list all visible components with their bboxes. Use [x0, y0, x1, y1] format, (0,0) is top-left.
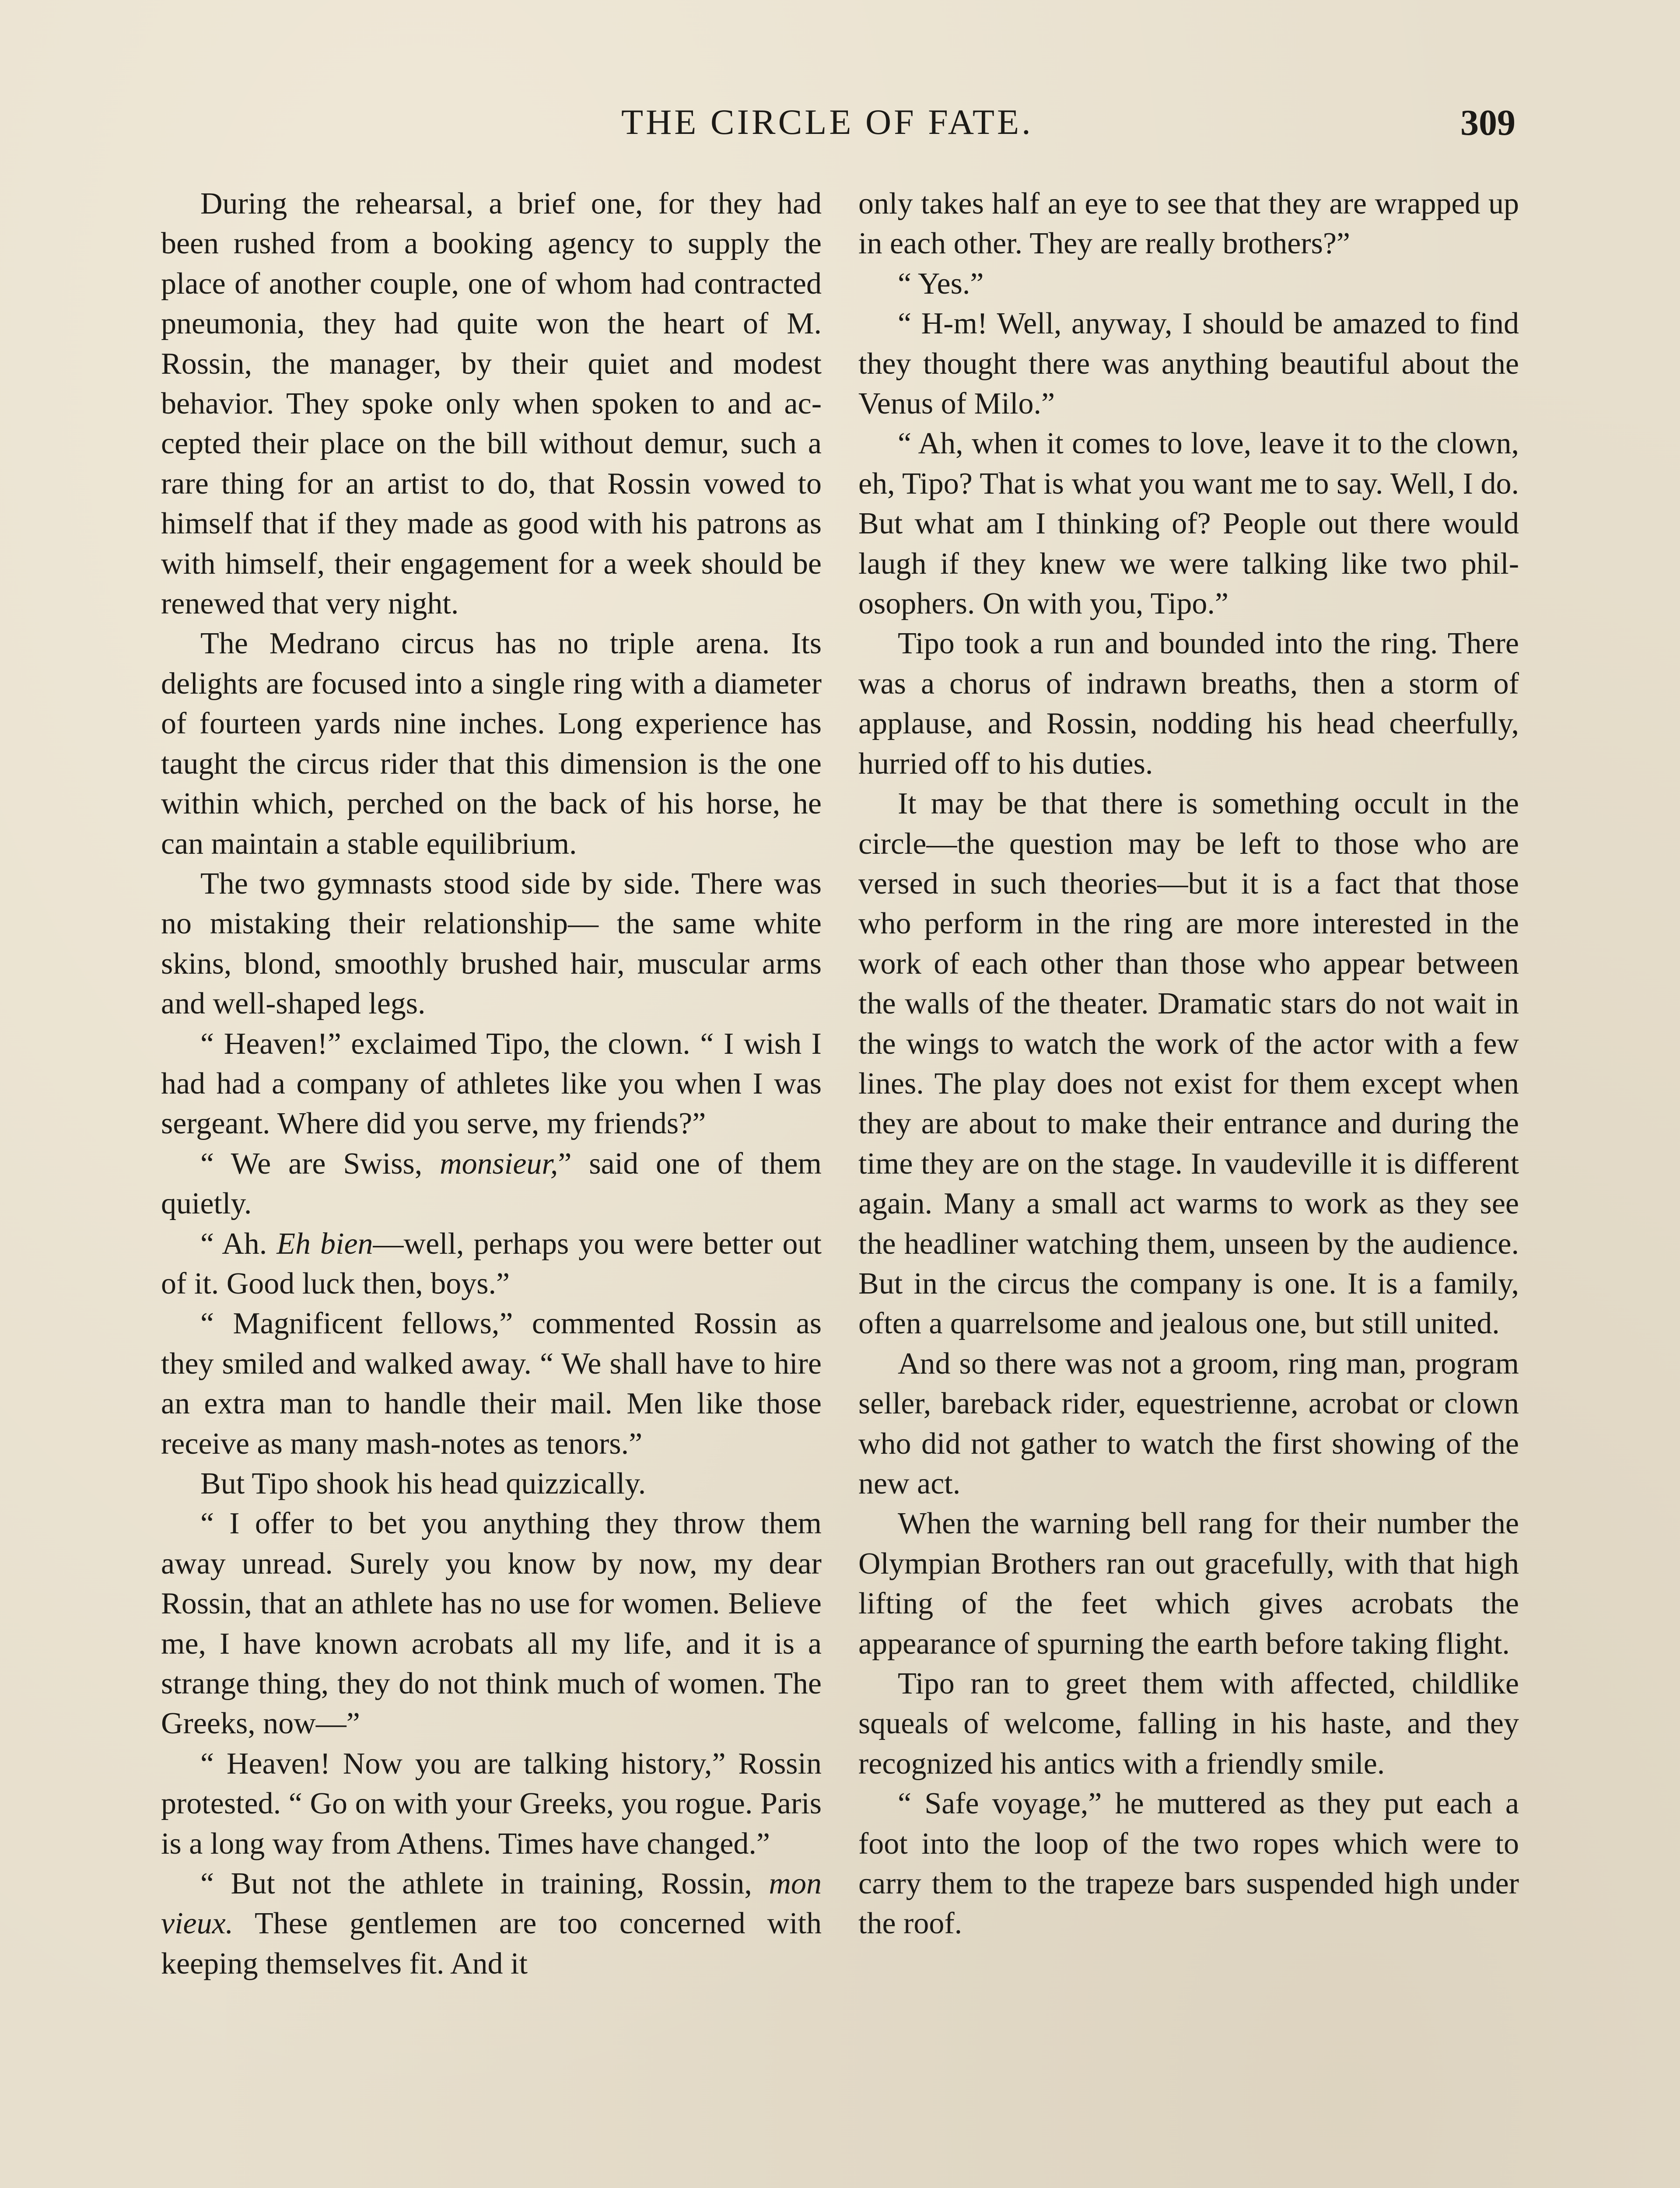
paragraph: When the warning bell rang for their number the Olympian Brothers ran out gracefully, with that high lifting of the feet which gives acrobats the appearance of spurning the earth before taking flight.	[858, 1507, 1519, 1661]
italic-phrase: mon vieux.	[161, 1867, 822, 1941]
paragraph: “ Heaven!” exclaimed Tipo, the clown. “ I wish I had had a company of athletes like you when I was sergeant. Where did you serve, my friends?”	[161, 1027, 822, 1141]
page-number: 309	[1460, 102, 1516, 143]
paragraph: But Tipo shook his head quizzically.	[200, 1467, 646, 1501]
running-title: THE CIRCLE OF FATE.	[621, 102, 1033, 142]
paragraph: And so there was not a groom, ring man, program seller, bareback rider, equestrienne, acrobat or clown who did not gather to watch the first showing of the new act.	[858, 1346, 1519, 1501]
paragraph: “ Ah, when it comes to love, leave it to the clown, eh, Tipo? That is what you want me to say. Well, I do. But what am I thinking of? People out there would laugh if they knew we were talking like two philosophers. On with you, Tipo.”	[858, 427, 1519, 621]
paragraph: The two gymnasts stood side by side. There was no mistaking their relationship— the same white skins, blond, smoothly brushed hair, muscular arms and well-shaped legs.	[161, 866, 822, 1021]
text-column-left	[161, 184, 822, 1984]
running-header	[0, 102, 1680, 150]
paragraph: Tipo took a run and bounded into the ring. There was a chorus of indrawn breaths, then a storm of applause, and Rossin, nodding his head cheerfully, hurried off to his duties.	[858, 627, 1519, 781]
paragraph	[161, 1144, 822, 1224]
paragraph: The Medrano circus has no triple arena. Its delights are focused into a single ring with a diameter of fourteen yards nine inches. Long experience has taught the circus rider that this dimension is the one within which, perched on the back of his horse, he can maintain a stable equilibrium.	[161, 627, 822, 861]
paragraph: “ Heaven! Now you are talking history,” Rossin protested. “ Go on with your Greeks, you rogue. Paris is a long way from Athens. Times have changed.”	[161, 1746, 822, 1861]
paragraph-text: ” said one of them quietly.	[161, 1147, 822, 1221]
paragraph-continued: only takes half an eye to see that they are wrapped up in each other. They are really brothers?”	[858, 187, 1519, 261]
paragraph-text: These gentlemen are too concerned with keeping themselves fit. And it	[161, 1907, 822, 1981]
paragraph: During the rehearsal, a brief one, for they had been rushed from a booking agency to supply the place of another couple, one of whom had contracted pneumonia, they had quite won the heart of M. Rossin, the manager, by their quiet and modest behavior. They spoke only when spoken to and accepted their place on the bill without demur, such a rare thing for an artist to do, that Rossin vowed to himself that if they made as good with his patrons as with himself, their engagement for a week should be renewed that very night.	[161, 187, 822, 621]
paragraph-text: “ But not the athlete in training, Rossin,	[200, 1867, 769, 1901]
paragraph-text: “ We are Swiss,	[200, 1147, 440, 1181]
paragraph: “ H-m! Well, anyway, I should be amazed to find they thought there was anything beautiful about the Venus of Milo.”	[858, 307, 1519, 421]
paragraph: It may be that there is something occult in the circle—the question may be left to those who are versed in such theories—but it is a fact that those who perform in the ring are more interested in the work of each other than those who appear between the walls of the theater. Dramatic stars do not wait in the wings to watch the work of the actor with a few lines. The play does not exist for them except when they are about to make their entrance and during the time they are on the stage. In vaudeville it is different again. Many a small act warms to work as they see the headliner watching them, unseen by the audience. But in the circus the company is one. It is a family, often a quarrelsome and jealous one, but still united.	[858, 787, 1519, 1341]
paragraph-text: —well, perhaps you were better out of it. Good luck then, boys.”	[161, 1227, 822, 1301]
paragraph: “ I offer to bet you anything they throw them away unread. Surely you know by now, my dear Rossin, that an athlete has no use for women. Believe me, I have known acrobats all my life, and it is a strange thing, they do not think much of women. The Greeks, now—”	[161, 1507, 822, 1741]
paragraph	[161, 1864, 822, 1984]
italic-phrase: monsieur,	[440, 1147, 558, 1181]
paragraph: “ Magnificent fellows,” commented Rossin as they smiled and walked away. “ We shall have to hire an extra man to handle their mail. Men like those receive as many mash-notes as tenors.”	[161, 1307, 822, 1461]
text-column-right	[858, 184, 1519, 1944]
paragraph: “ Safe voyage,” he muttered as they put each a foot into the loop of the two ropes which were to carry them to the trapeze bars suspended high under the roof.	[858, 1787, 1519, 1941]
italic-phrase: Eh bien	[276, 1227, 373, 1261]
paragraph: Tipo ran to greet them with affected, childlike squeals of welcome, falling in his haste, and they recognized his antics with a friendly smile.	[858, 1667, 1519, 1781]
paragraph: “ Yes.”	[898, 266, 984, 301]
paragraph	[161, 1224, 822, 1304]
paragraph-text: “ Ah.	[200, 1227, 277, 1261]
